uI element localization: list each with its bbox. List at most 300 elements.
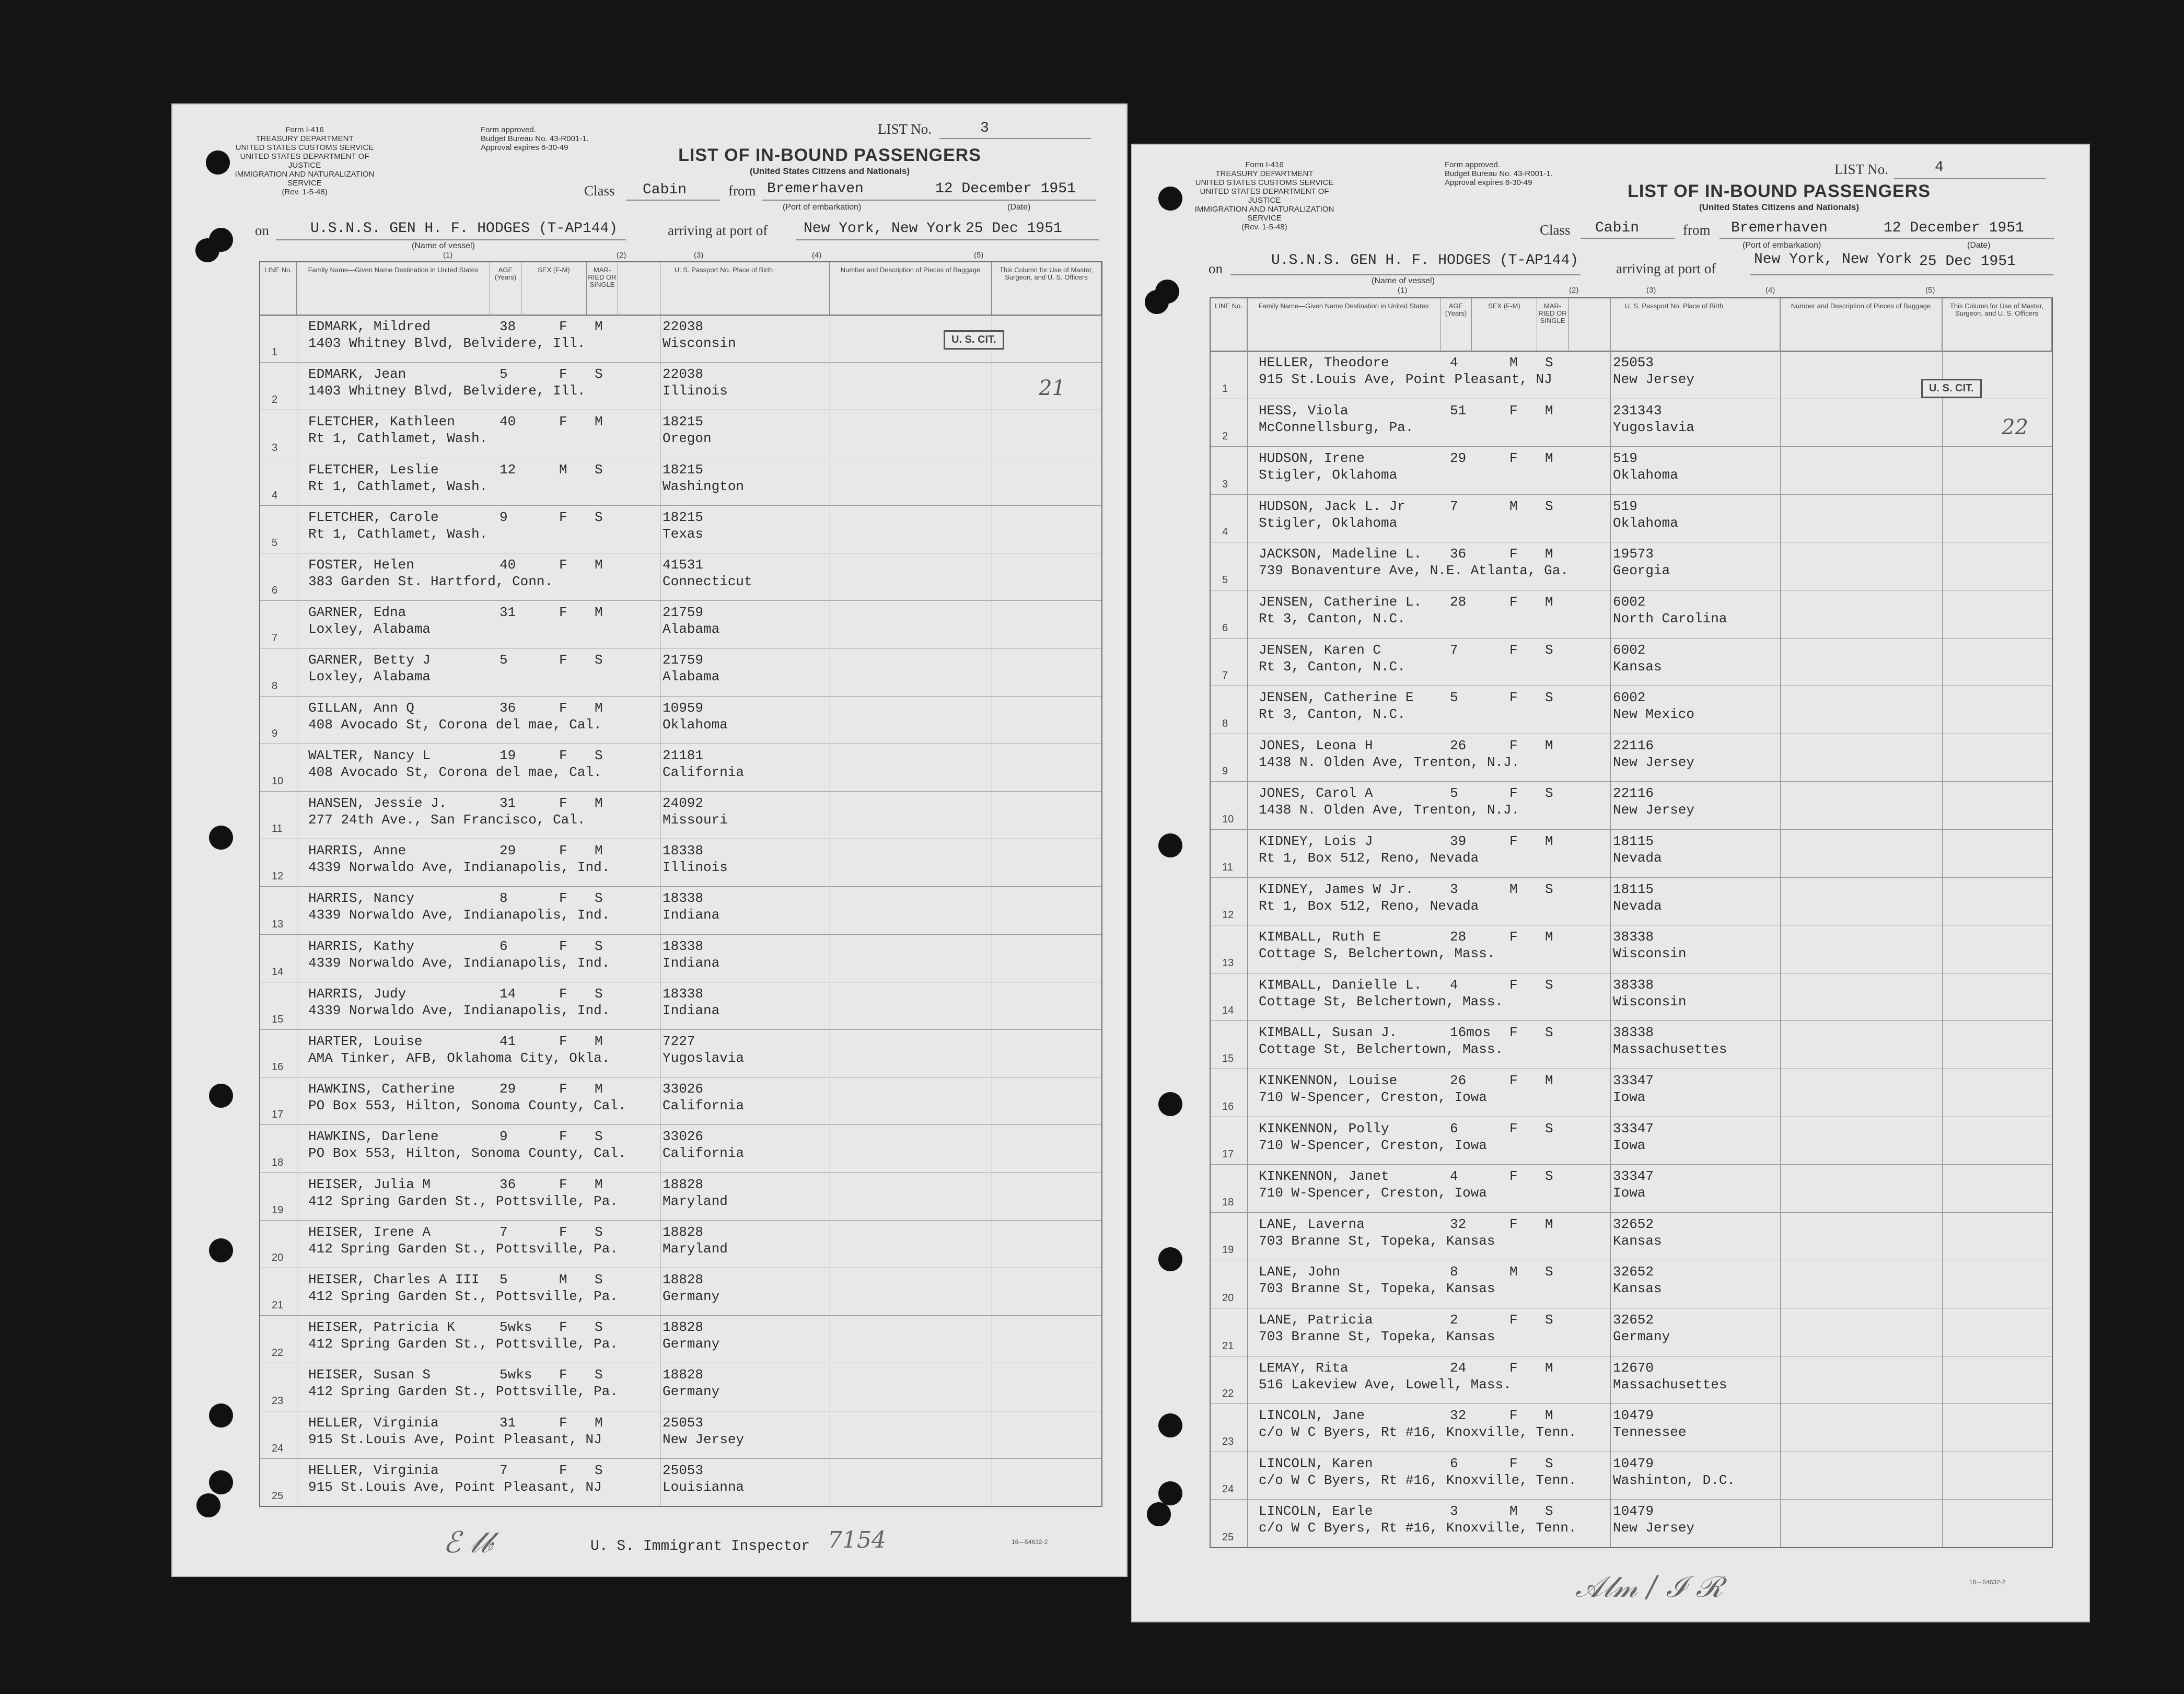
column-header: This Column for Use of Master, Surgeon, and U. S. Officers — [992, 262, 1101, 315]
line-number: 18 — [272, 1156, 284, 1168]
passenger-name: GILLAN, Ann Q — [308, 700, 414, 716]
port-note: (Port of embarkation) — [783, 203, 862, 212]
passenger-name: KINKENNON, Polly — [1259, 1120, 1389, 1136]
us-citizen-stamp: U. S. CIT. — [1921, 379, 1982, 398]
class-label: Class — [584, 183, 615, 199]
vessel-note: (Name of vessel) — [1372, 276, 1435, 285]
passport-number: 10479 — [1613, 1455, 1654, 1471]
page-mark: 22 — [2002, 415, 2028, 439]
passenger-destination: 710 W-Spencer, Creston, Iowa — [1259, 1185, 1487, 1201]
place-of-birth: Washington — [663, 478, 745, 494]
place-of-birth: Yugoslavia — [1613, 419, 1695, 435]
arriving-label: arriving at port of — [1616, 261, 1716, 276]
embark-date-value: 12 December 1951 — [935, 181, 1076, 197]
arrival-date-value: 25 Dec 1951 — [966, 221, 1062, 237]
passenger-age: 7 — [499, 1224, 508, 1240]
passenger-sex: F — [559, 1176, 567, 1192]
passenger-marital-status: M — [1545, 737, 1553, 753]
passport-number: 25053 — [1613, 355, 1654, 370]
passenger-marital-status: S — [1545, 1025, 1553, 1041]
class-value: Cabin — [1595, 220, 1640, 236]
line-number: 15 — [1222, 1053, 1234, 1064]
list-no-label: LIST No. — [878, 121, 932, 137]
passenger-destination: 1438 N. Olden Ave, Trenton, N.J. — [1259, 802, 1520, 818]
passenger-sex: F — [559, 319, 567, 334]
passenger-marital-status: S — [595, 1224, 603, 1240]
passenger-name: HAWKINS, Catherine — [308, 1081, 455, 1097]
from-underline — [762, 200, 1096, 201]
passenger-name: KIMBALL, Ruth E — [1259, 929, 1381, 945]
line-number: 8 — [272, 680, 278, 692]
passenger-marital-status: S — [595, 985, 603, 1002]
punch-hole — [1158, 1413, 1182, 1437]
dept-line: UNITED STATES CUSTOMS SERVICE — [1195, 178, 1334, 187]
place-of-birth: Massachusettes — [1613, 1376, 1727, 1393]
vessel-note: (Name of vessel) — [412, 241, 475, 250]
passenger-age: 7 — [499, 1462, 508, 1478]
passenger-sex: F — [1509, 1408, 1518, 1424]
place-of-birth: Georgia — [1613, 563, 1670, 579]
dept-line: IMMIGRATION AND NATURALIZATION SERVICE — [1194, 205, 1334, 223]
passport-number: 33347 — [1613, 1120, 1654, 1136]
passenger-age: 29 — [499, 1081, 516, 1097]
passenger-name: HELLER, Theodore — [1259, 355, 1389, 370]
passport-number: 24092 — [663, 795, 704, 811]
column-header: Family Name—Given Name Destination in United States — [1247, 298, 1440, 351]
passenger-marital-status: S — [595, 890, 603, 907]
passport-number: 22038 — [663, 366, 704, 382]
line-number: 16 — [272, 1061, 284, 1073]
passenger-sex: F — [559, 1414, 567, 1431]
passenger-destination: 412 Spring Garden St., Pottsville, Pa. — [308, 1240, 618, 1257]
place-of-birth: Maryland — [663, 1193, 728, 1209]
passenger-destination: 412 Spring Garden St., Pottsville, Pa. — [308, 1289, 618, 1304]
line-number: 11 — [272, 823, 283, 835]
row-rule — [1211, 829, 2052, 830]
place-of-birth: Massachusettes — [1613, 1041, 1727, 1058]
passenger-sex: F — [1509, 785, 1518, 802]
passport-number: 22038 — [663, 319, 704, 334]
passenger-age: 8 — [499, 890, 508, 907]
passenger-sex: F — [1509, 1073, 1518, 1088]
passenger-name: LEMAY, Rita — [1259, 1360, 1349, 1376]
place-of-birth: Germany — [663, 1289, 720, 1304]
dept-line: UNITED STATES DEPARTMENT OF JUSTICE — [1200, 187, 1329, 205]
passenger-destination: Rt 1, Box 512, Reno, Nevada — [1259, 850, 1479, 866]
passenger-age: 19 — [499, 747, 516, 763]
passenger-sex: F — [559, 795, 567, 811]
place-of-birth: Indiana — [663, 1002, 720, 1018]
line-number: 8 — [1222, 717, 1228, 729]
passenger-destination: 408 Avocado St, Corona del mae, Cal. — [308, 764, 602, 780]
col-number: (3) — [694, 251, 704, 260]
passenger-sex: F — [559, 890, 567, 907]
passenger-destination: Rt 3, Canton, N.C. — [1259, 706, 1405, 723]
passenger-sex: F — [1509, 402, 1518, 419]
passenger-destination: 739 Bonaventure Ave, N.E. Atlanta, Ga. — [1259, 563, 1569, 579]
passenger-destination: 1403 Whitney Blvd, Belvidere, Ill. — [308, 335, 586, 351]
us-citizen-stamp: U. S. CIT. — [944, 330, 1004, 350]
row-rule — [260, 1458, 1101, 1459]
passenger-sex: F — [559, 1319, 567, 1336]
passenger-age: 32 — [1450, 1408, 1467, 1424]
passenger-name: LANE, Laverna — [1259, 1216, 1365, 1232]
passenger-marital-status: M — [595, 795, 603, 811]
passenger-age: 12 — [499, 461, 516, 478]
line-number: 16 — [1222, 1100, 1234, 1112]
punch-hole — [1158, 1481, 1182, 1505]
passenger-marital-status: M — [595, 843, 603, 859]
from-label: from — [1683, 222, 1711, 238]
form-agency-block — [1194, 160, 1335, 231]
place-of-birth: New Jersey — [1613, 1520, 1695, 1536]
place-of-birth: New Jersey — [1613, 754, 1695, 770]
column-header: AGE (Years) — [490, 262, 521, 315]
passenger-age: 16mos — [1450, 1025, 1491, 1041]
passenger-age: 36 — [499, 700, 516, 716]
row-rule — [1211, 877, 2052, 878]
passenger-destination: AMA Tinker, AFB, Oklahoma City, Okla. — [308, 1050, 610, 1066]
passenger-marital-status: S — [1545, 690, 1553, 706]
passport-number: 25053 — [663, 1462, 704, 1478]
line-number: 10 — [272, 775, 284, 787]
row-rule — [1211, 494, 2052, 495]
passenger-destination: PO Box 553, Hilton, Sonoma County, Cal. — [308, 1145, 626, 1162]
passenger-age: 41 — [499, 1034, 516, 1049]
passenger-destination: 703 Branne St, Topeka, Kansas — [1259, 1329, 1495, 1344]
passenger-name: KIMBALL, Danielle L. — [1259, 977, 1422, 993]
place-of-birth: Alabama — [663, 669, 720, 685]
passport-number: 18338 — [663, 985, 704, 1002]
place-of-birth: Alabama — [663, 621, 720, 637]
passport-number: 21759 — [663, 652, 704, 668]
passenger-name: HUDSON, Jack L. Jr — [1259, 498, 1405, 514]
passenger-sex: F — [559, 414, 567, 430]
place-of-birth: Nevada — [1613, 850, 1662, 866]
row-rule — [260, 1124, 1101, 1125]
place-of-birth: Illinois — [663, 860, 728, 876]
column-rule — [1942, 298, 1943, 1547]
passenger-sex: F — [1509, 833, 1518, 849]
passenger-sex: F — [559, 509, 567, 525]
passenger-name: WALTER, Nancy L — [308, 747, 431, 763]
column-header: SEX (F-M) — [1472, 298, 1537, 351]
line-number: 4 — [1222, 526, 1228, 538]
line-number: 9 — [1222, 765, 1228, 778]
passenger-sex: F — [1509, 1455, 1518, 1471]
inspector-number: 7154 — [828, 1527, 886, 1553]
passport-number: 18828 — [663, 1224, 704, 1240]
passenger-name: KIDNEY, James W Jr. — [1259, 881, 1414, 897]
line-number: 14 — [1222, 1005, 1234, 1017]
place-of-birth: Oklahoma — [1613, 515, 1678, 531]
passenger-marital-status: S — [1545, 785, 1553, 802]
passenger-marital-status: M — [595, 1034, 603, 1049]
passport-number: 18828 — [663, 1272, 704, 1287]
passenger-age: 7 — [1450, 642, 1458, 658]
column-header: SEX (F-M) — [521, 262, 587, 315]
list-no-value: 3 — [980, 120, 989, 136]
passenger-age: 29 — [1450, 450, 1467, 467]
passenger-destination: 1438 N. Olden Ave, Trenton, N.J. — [1259, 754, 1520, 770]
passenger-destination: Rt 3, Canton, N.C. — [1259, 611, 1405, 626]
passenger-destination: Cottage St, Belchertown, Mass. — [1259, 993, 1504, 1010]
date-note: (Date) — [1007, 203, 1031, 212]
row-rule — [260, 1029, 1101, 1030]
passenger-name: GARNER, Betty J — [308, 652, 431, 668]
passport-number: 10479 — [1613, 1503, 1654, 1519]
passenger-name: HEISER, Charles A III — [308, 1272, 480, 1287]
passenger-destination: 412 Spring Garden St., Pottsville, Pa. — [308, 1193, 618, 1209]
passenger-age: 26 — [1450, 1073, 1467, 1088]
col-number: (1) — [443, 251, 453, 260]
line-number: 22 — [1222, 1388, 1234, 1400]
passport-number: 18215 — [663, 414, 704, 430]
passport-number: 33026 — [663, 1081, 704, 1097]
line-number: 3 — [272, 442, 278, 454]
row-rule — [1211, 1164, 2052, 1165]
punch-hole — [1145, 290, 1169, 314]
passenger-name: JENSEN, Catherine L. — [1259, 594, 1422, 610]
line-number: 4 — [272, 489, 278, 501]
vessel-value: U.S.N.S. GEN H. F. HODGES (T-AP144) — [1271, 252, 1579, 269]
passenger-sex: F — [559, 557, 567, 573]
passenger-age: 3 — [1450, 881, 1458, 897]
passport-number: 38338 — [1613, 1025, 1654, 1041]
col-number: (1) — [1398, 286, 1408, 295]
col-number: (2) — [1569, 286, 1579, 295]
passenger-sex: M — [559, 461, 567, 478]
passenger-sex: F — [1509, 737, 1518, 753]
column-header: Family Name—Given Name Destination in United States — [297, 262, 490, 315]
line-number: 19 — [1222, 1244, 1234, 1256]
passenger-destination: Rt 1, Box 512, Reno, Nevada — [1259, 898, 1479, 914]
passenger-marital-status: S — [595, 1462, 603, 1478]
passenger-name: FLETCHER, Leslie — [308, 461, 439, 478]
passenger-name: HARRIS, Nancy — [308, 890, 414, 907]
place-of-birth: Indiana — [663, 955, 720, 971]
passenger-name: GARNER, Edna — [308, 605, 406, 621]
place-of-birth: New Jersey — [1613, 802, 1695, 818]
passport-number: 18828 — [663, 1367, 704, 1383]
passenger-name: LANE, Patricia — [1259, 1312, 1373, 1328]
form-title: LIST OF IN-BOUND PASSENGERS — [678, 145, 981, 165]
row-rule — [260, 886, 1101, 887]
passenger-destination: 4339 Norwaldo Ave, Indianapolis, Ind. — [308, 955, 610, 971]
passenger-destination: 412 Spring Garden St., Pottsville, Pa. — [308, 1384, 618, 1400]
passenger-destination: 4339 Norwaldo Ave, Indianapolis, Ind. — [308, 860, 610, 876]
line-number: 2 — [272, 394, 278, 406]
table-header-rule — [1211, 351, 2052, 352]
passenger-destination: Loxley, Alabama — [308, 669, 431, 685]
arriving-label: arriving at port of — [668, 223, 768, 238]
approval-line: Form approved. — [1445, 160, 1500, 169]
passenger-name: JENSEN, Catherine E — [1259, 690, 1414, 706]
passenger-age: 31 — [499, 605, 516, 621]
passport-number: 21759 — [663, 605, 704, 621]
passenger-sex: F — [1509, 1168, 1518, 1185]
passenger-destination: 516 Lakeview Ave, Lowell, Mass. — [1259, 1376, 1512, 1393]
passenger-marital-status: S — [595, 747, 603, 763]
row-rule — [260, 505, 1101, 506]
passport-number: 38338 — [1613, 929, 1654, 945]
line-number: 15 — [272, 1014, 284, 1025]
passport-number: 18115 — [1613, 881, 1654, 897]
passenger-marital-status: M — [1545, 833, 1553, 849]
place-of-birth: Iowa — [1613, 1185, 1646, 1201]
list-no-label: LIST No. — [1834, 161, 1889, 177]
passenger-marital-status: M — [595, 1414, 603, 1431]
passenger-age: 4 — [1450, 1168, 1458, 1185]
passport-number: 18215 — [663, 509, 704, 525]
line-number: 5 — [272, 537, 278, 549]
dept-line: IMMIGRATION AND NATURALIZATION SERVICE — [235, 170, 375, 188]
punch-hole — [206, 150, 230, 175]
dept-line: TREASURY DEPARTMENT — [255, 134, 354, 143]
passenger-sex: F — [1509, 1025, 1518, 1041]
passenger-destination: 1403 Whitney Blvd, Belvidere, Ill. — [308, 383, 586, 399]
passenger-sex: M — [1509, 498, 1518, 514]
passenger-age: 9 — [499, 509, 508, 525]
passenger-name: HARRIS, Judy — [308, 985, 406, 1002]
passenger-name: HUDSON, Irene — [1259, 450, 1365, 467]
passenger-sex: F — [559, 1081, 567, 1097]
col-number: (3) — [1646, 286, 1656, 295]
place-of-birth: Kansas — [1613, 658, 1662, 675]
place-of-birth: Germany — [663, 1384, 720, 1400]
passenger-marital-status: S — [595, 1272, 603, 1287]
col-number: (4) — [1765, 286, 1775, 295]
passenger-age: 5 — [499, 652, 508, 668]
line-number: 12 — [272, 871, 284, 883]
line-number: 17 — [1222, 1148, 1234, 1161]
row-rule — [1211, 638, 2052, 639]
passport-number: 18828 — [663, 1176, 704, 1192]
passenger-marital-status: S — [595, 509, 603, 525]
place-of-birth: Germany — [1613, 1329, 1670, 1344]
place-of-birth: Oregon — [663, 431, 712, 447]
passenger-age: 4 — [1450, 355, 1458, 370]
class-value: Cabin — [643, 182, 687, 198]
line-number: 7 — [272, 632, 278, 644]
col-number: (4) — [812, 251, 822, 260]
passenger-age: 8 — [1450, 1264, 1458, 1280]
line-number: 20 — [1222, 1292, 1234, 1304]
column-header: This Column for Use of Master, Surgeon, and U. S. Officers — [1942, 298, 2052, 351]
line-number: 13 — [1222, 957, 1234, 969]
punch-hole — [1158, 187, 1182, 211]
passenger-age: 7 — [1450, 498, 1458, 514]
place-of-birth: New Mexico — [1613, 706, 1695, 723]
passenger-name: FOSTER, Helen — [308, 557, 414, 573]
passenger-destination: Rt 1, Cathlamet, Wash. — [308, 526, 488, 542]
embark-port-value: Bremerhaven — [767, 181, 864, 197]
passenger-marital-status: S — [1545, 642, 1553, 658]
passport-number: 6002 — [1613, 642, 1646, 658]
passenger-destination: 277 24th Ave., San Francisco, Cal. — [308, 812, 586, 828]
passenger-destination: 383 Garden St. Hartford, Conn. — [308, 574, 553, 589]
passenger-destination: 915 St.Louis Ave, Point Pleasant, NJ — [1259, 372, 1552, 387]
passenger-sex: F — [1509, 642, 1518, 658]
col-number: (5) — [974, 251, 984, 260]
place-of-birth: Tennessee — [1613, 1424, 1687, 1441]
passenger-sex: F — [1509, 1216, 1518, 1232]
place-of-birth: Oklahoma — [663, 716, 728, 733]
passenger-name: FLETCHER, Kathleen — [308, 414, 455, 430]
passenger-sex: F — [559, 1224, 567, 1240]
line-number: 5 — [1222, 574, 1228, 586]
passport-number: 18338 — [663, 938, 704, 954]
passenger-name: KINKENNON, Janet — [1259, 1168, 1389, 1185]
passenger-marital-status: M — [595, 414, 603, 430]
passport-number: 33347 — [1613, 1168, 1654, 1185]
passport-number: 10479 — [1613, 1408, 1654, 1424]
punch-hole — [209, 1470, 233, 1494]
passenger-marital-status: S — [1545, 1120, 1553, 1136]
passenger-name: HELLER, Virginia — [308, 1414, 439, 1431]
passport-number: 12670 — [1613, 1360, 1654, 1376]
place-of-birth: Wisconsin — [663, 335, 736, 351]
passenger-destination: 412 Spring Garden St., Pottsville, Pa. — [308, 1336, 618, 1352]
column-header: MAR-RIED OR SINGLE — [1537, 298, 1569, 351]
from-underline — [1720, 238, 2054, 239]
passenger-age: 5 — [499, 1272, 508, 1287]
passport-number: 519 — [1613, 498, 1637, 514]
column-header: Number and Description of Pieces of Baggage — [830, 262, 992, 315]
line-number: 24 — [272, 1442, 284, 1454]
approval-block — [1445, 160, 1565, 187]
passport-number: 18828 — [663, 1319, 704, 1336]
line-number: 3 — [1222, 478, 1228, 490]
passenger-age: 4 — [1450, 977, 1458, 993]
passport-number: 18215 — [663, 461, 704, 478]
passenger-sex: F — [559, 700, 567, 716]
passenger-age: 28 — [1450, 929, 1467, 945]
passport-number: 21181 — [663, 747, 704, 763]
passenger-marital-status: S — [1545, 1312, 1553, 1328]
arriving-underline — [1750, 274, 2053, 275]
line-number: 25 — [272, 1490, 284, 1502]
line-number: 21 — [1222, 1340, 1234, 1352]
passenger-age: 31 — [499, 795, 516, 811]
passenger-name: HAWKINS, Darlene — [308, 1129, 439, 1145]
column-rule — [1247, 298, 1248, 1547]
passenger-name: LINCOLN, Jane — [1259, 1408, 1365, 1424]
line-number: 6 — [1222, 622, 1228, 634]
punch-hole — [1158, 833, 1182, 857]
line-number: 11 — [1222, 861, 1233, 873]
place-of-birth: Yugoslavia — [663, 1050, 745, 1066]
passenger-destination: PO Box 553, Hilton, Sonoma County, Cal. — [308, 1098, 626, 1114]
punch-hole — [1158, 1247, 1182, 1271]
passenger-name: JENSEN, Karen C — [1259, 642, 1381, 658]
passport-number: 41531 — [663, 557, 704, 573]
passport-number: 6002 — [1613, 594, 1646, 610]
passport-number: 519 — [1613, 450, 1637, 467]
passenger-marital-status: M — [1545, 929, 1553, 945]
dept-line: UNITED STATES CUSTOMS SERVICE — [235, 143, 374, 152]
approval-line: Approval expires 6-30-49 — [1445, 178, 1532, 187]
arrival-port-value: New York, New York — [804, 221, 962, 237]
place-of-birth: California — [663, 764, 745, 780]
line-number: 9 — [272, 727, 278, 739]
place-of-birth: Wisconsin — [1613, 946, 1687, 962]
place-of-birth: Kansas — [1613, 1281, 1662, 1297]
row-rule — [260, 696, 1101, 697]
passenger-name: HARRIS, Anne — [308, 843, 406, 859]
passenger-destination: 915 St.Louis Ave, Point Pleasant, NJ — [308, 1479, 602, 1495]
punch-hole — [209, 826, 233, 850]
